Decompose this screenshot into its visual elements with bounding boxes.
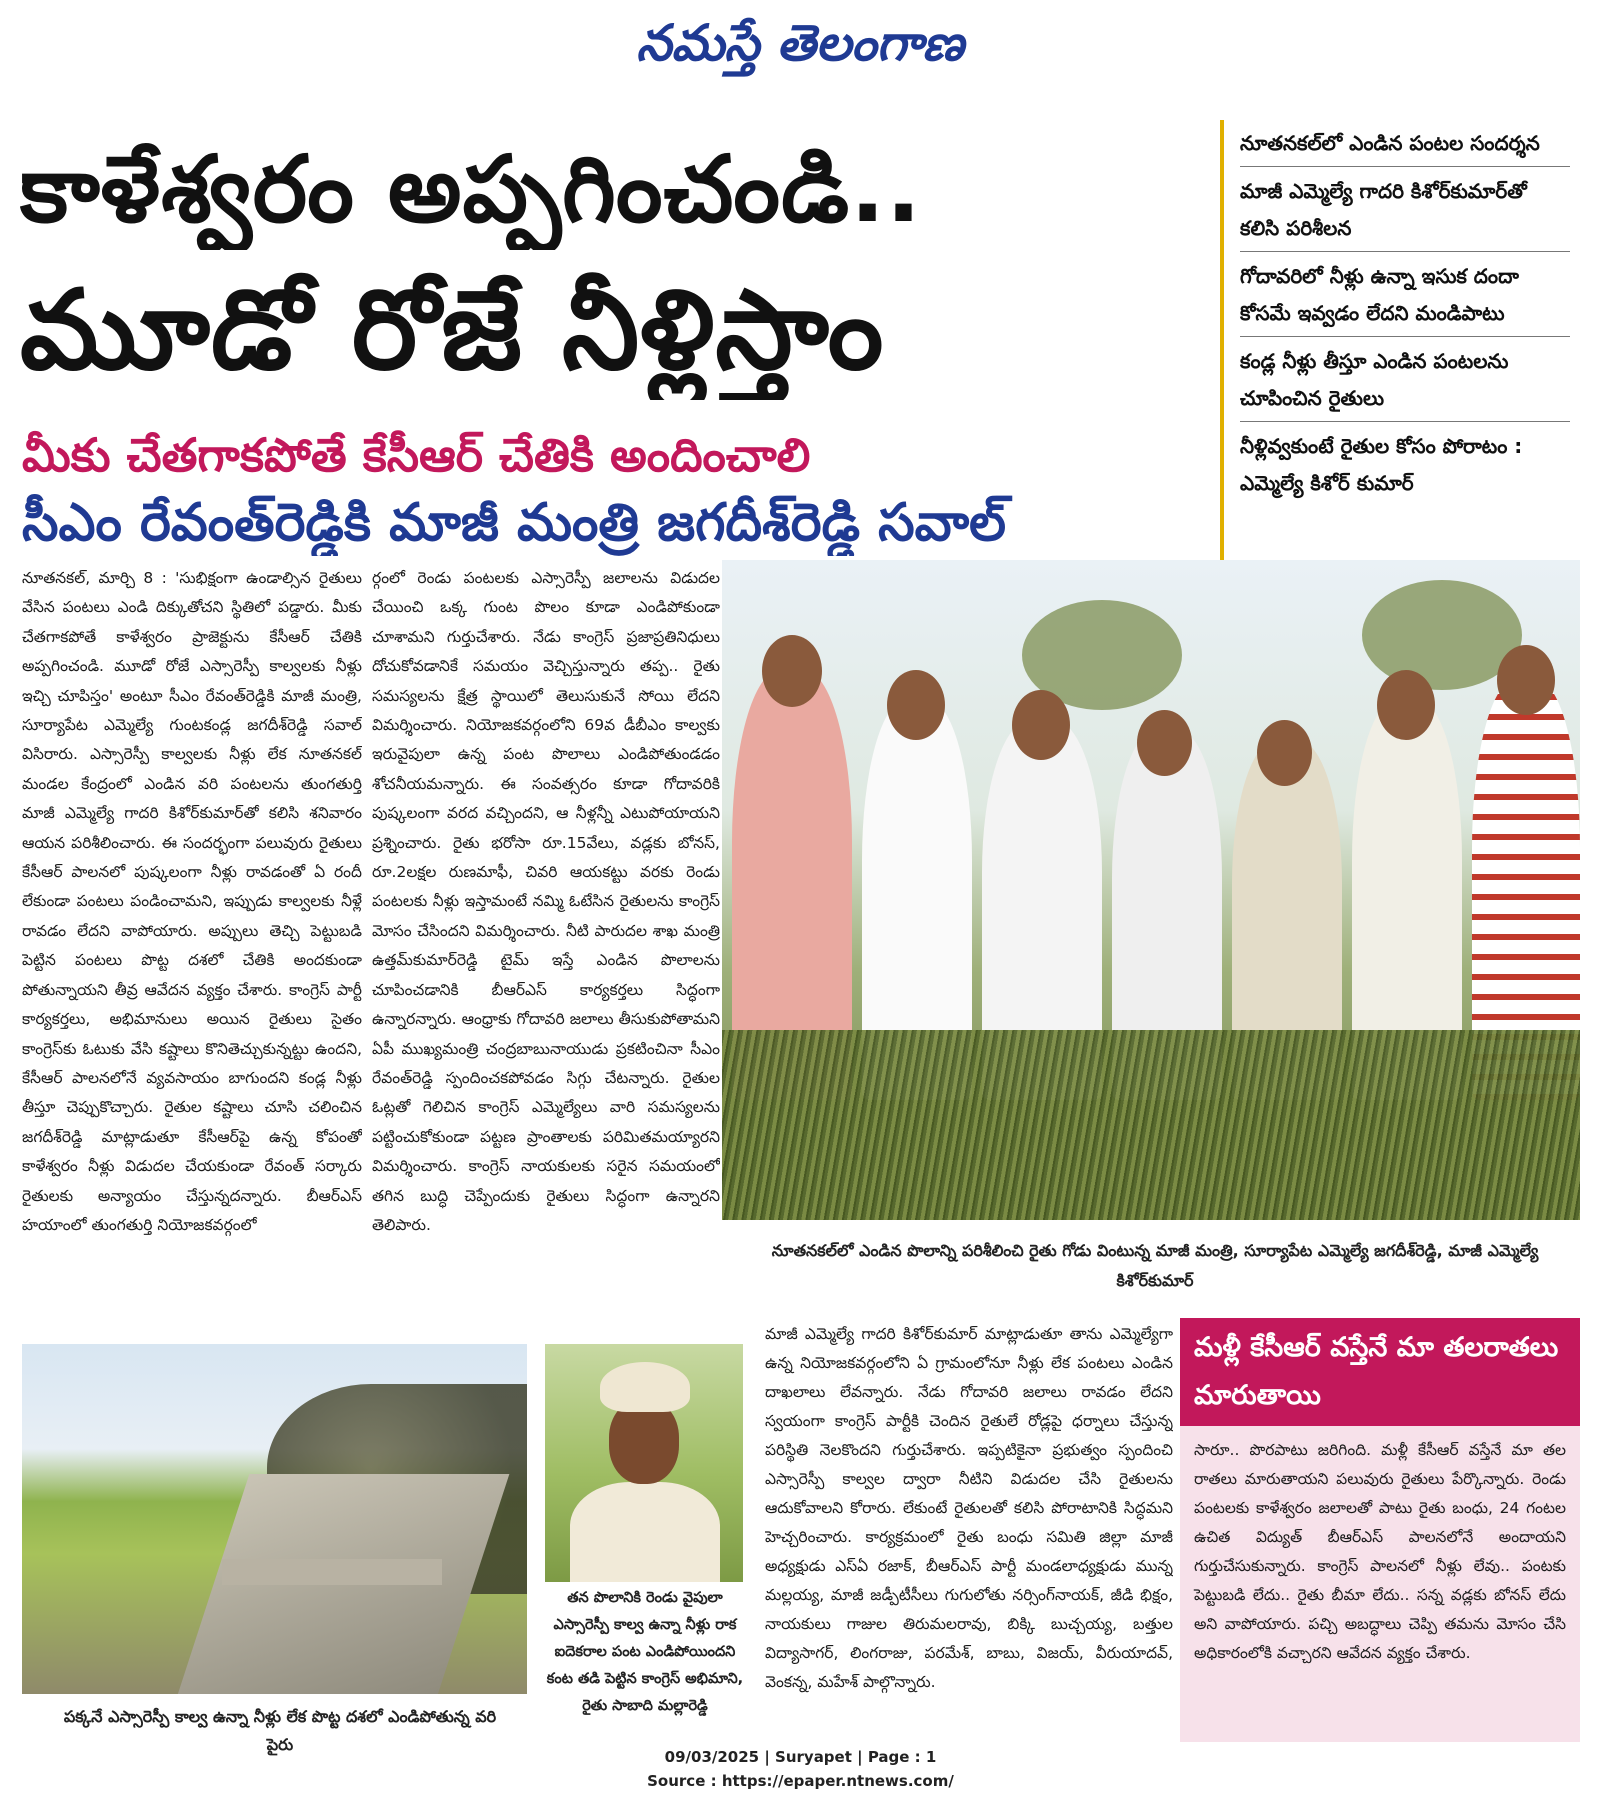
article-column-1: నూతనకల్, మార్చి 8 : 'సుభిక్షంగా ఉండాల్సిన రైతులు వేసిన పంటలు ఎండి దిక్కుతోచని స్థితిలో పడ్డారు. మీకు చేతగాకపోతే కాళేశ్వరం ప్రాజెక్టును కేసీఆర్ చేతికి అప్పగించండి. మూడో రోజే ఎస్సారెస్పీ కాల్వలకు నీళ్లు ఇచ్చి చూపిస్తం' అంటూ సీఎం రేవంత్‌రెడ్డికి మాజీ మంత్రి, సూర్యాపేట ఎమ్మెల్యే గుంటకండ్ల జగదీశ్‌రెడ్డి సవాల్ విసిరారు. ఎస్సారెస్పీ కాల్వలకు నీళ్లు లేక నూతనకల్ మండల కేంద్రంలో ఎండిన వరి పంటలను తుంగతుర్తి మాజీ ఎమ్మెల్యే గాదరి కిశోర్‌కుమార్‌తో కలిసి శనివారం ఆయన పరిశీలించారు. ఈ సందర్భంగా పలువురు రైతులు కేసీఆర్ పాలనలో పుష్కలంగా నీళ్లు రావడంతో ఏ రందీ లేకుండా పంటలు పండించామని, ఇప్పుడు కాల్వలకు నీళ్లే రావడం లేదని వాపోయారు. అప్పులు తెచ్చి పెట్టుబడి పెట్టిన పంటలు పొట్ట దశలో చేతికి అందకుండా పోతున్నాయని తీవ్ర ఆవేదన వ్యక్తం చేశారు. కాంగ్రెస్ పార్టీ కార్యకర్తలు, అభిమానులు అయిన రైతులు సైతం కాంగ్రెస్‌కు ఓటుకు వేసి కష్టాలు కొనితెచ్చుకున్నట్టు ఉందని, కేసీఆర్ పాలనలోనే వ్యవసాయం బాగుందని కండ్ల నీళ్లు తీస్తూ చెప్పుకొచ్చారు. రైతుల కష్టాలు చూసి చలించిన జగదీశ్‌రెడ్డి మాట్లాడుతూ కేసీఆర్‌పై ఉన్న కోపంతో కాళేశ్వరం నీళ్లు విడుదల చేయకుండా రేవంత్ సర్కారు రైతులకు అన్యాయం చేస్తున్నదన్నారు. బీఆర్‌ఎస్ హయాంలో తుంగతుర్తి నియోజకవర్గంలో xyxy=(22,569,362,1234)
person-head xyxy=(887,670,945,740)
canal-photo xyxy=(22,1344,527,1694)
article-column-2: ర్గంలో రెండు పంటలకు ఎస్సారెస్పీ జలాలను విడుదల చేయించి ఒక్క గుంట పొలం కూడా ఎండిపోకుండా చూశామని గుర్తుచేశారు. నేడు కాంగ్రెస్ ప్రజాప్రతినిధులు దోచుకోవడానికే సమయం వెచ్చిస్తున్నారు తప్ప.. రైతు సమస్యలను క్షేత్ర స్థాయిలో తెలుసుకునే సోయి లేదని విమర్శించారు. నియోజకవర్గంలోని 69వ డీబీఎం కాల్వకు ఇరువైపులా ఉన్న పంట పొలాలు ఎండిపోతుండడం శోచనీయమన్నారు. ఈ సంవత్సరం కూడా గోదావరికి పుష్కలంగా వరద వచ్చిందని, ఆ నీళ్లన్నీ ఎటుపోయాయని ప్రశ్నించారు. రైతు భరోసా రూ.15వేలు, వడ్లకు బోనస్, రూ.2లక్షల రుణమాఫీ, చివరి ఆయకట్టు వరకు రెండు పంటలకు నీళ్లు ఇస్తామంటే నమ్మి ఓటేసిన రైతులను కాంగ్రెస్ మోసం చేసిందని విమర్శించారు. నీటి పారుదల శాఖ మంత్రి ఉత్తమ్‌కుమార్‌రెడ్డి టైమ్ ఇస్తే ఎండిన పొలాలను చూపించడానికి బీఆర్‌ఎస్ కార్యకర్తలు సిద్ధంగా ఉన్నారన్నారు. ఆంధ్రాకు గోదావరి జలాలు తీసుకుపోతామని ఏపీ ముఖ్యమంత్రి చంద్రబాబునాయుడు ప్రకటించినా సీఎం రేవంత్‌రెడ్డి స్పందించకపోవడం సిగ్గు చేటన్నారు. రైతుల ఓట్లతో గెలిచిన కాంగ్రెస్ ఎమ్మెల్యేలు వారి సమస్యలను పట్టించుకోకుండా పట్టణ ప్రాంతాలకు పరిమితమయ్యారని విమర్శించారు. కాంగ్రెస్ నాయకులకు సరైన సమయంలో తగిన బుద్ధి చెప్పేందుకు రైతులు సిద్ధంగా ఉన్నారని తెలిపారు. xyxy=(372,569,720,1234)
highlight-item: గోదావరిలో నీళ్లు ఉన్నా ఇసుక దందా కోసమే ఇవ్వడం లేదని మండిపాటు xyxy=(1240,258,1570,337)
person-head xyxy=(1257,720,1312,786)
subheading-line-1: మీకు చేతగాకపోతే కేసీఆర్ చేతికి అందించాలి xyxy=(22,428,811,482)
highlights-rule xyxy=(1220,120,1224,575)
main-photo-caption: నూతనకల్‌లో ఎండిన పొలాన్ని పరిశీలించి రైతు గోడు వింటున్న మాజీ మంత్రి, సూర్యాపేట ఎమ్మెల్యే జగదీశ్‌రెడ్డి, మాజీ ఎమ్మెల్యే కిశోర్‌కుమార్ xyxy=(771,1241,1539,1290)
person-head xyxy=(1497,645,1555,715)
main-photo xyxy=(722,560,1580,1220)
person-head xyxy=(1012,690,1070,760)
person-head xyxy=(1137,710,1192,776)
highlights-box xyxy=(1240,125,1570,512)
highlight-item: మాజీ ఎమ్మెల్యే గాదరి కిశోర్‌కుమార్‌తో కలిసి పరిశీలన xyxy=(1240,173,1570,252)
person-head xyxy=(762,635,822,707)
article-column-3: మాజీ ఎమ్మెల్యే గాదరి కిశోర్‌కుమార్ మాట్లాడుతూ తాను ఎమ్మెల్యేగా ఉన్న నియోజకవర్గంలోని ఏ గ్రామంలోనూ నీళ్లు లేక పంటలు ఎండిన దాఖలాలు లేవన్నారు. నేడు గోదావరి జలాలు రావడం లేదని స్వయంగా కాంగ్రెస్ పార్టీకి చెందిన రైతులే రోడ్లపై ధర్నాలు చేస్తున్న పరిస్థితి నెలకొందని గుర్తుచేశారు. ఇప్పటికైనా ప్రభుత్వం స్పందించి ఎస్సారెస్పీ కాల్వల ద్వారా నీటిని విడుదల చేసి రైతులను ఆదుకోవాలని కోరారు. లేకుంటే రైతులతో కలిసి పోరాటానికి సిద్ధమని హెచ్చరించారు. కార్యక్రమంలో రైతు బంధు సమితి జిల్లా మాజీ అధ్యక్షుడు ఎస్ఏ రజాక్, బీఆర్‌ఎస్ పార్టీ మండలాధ్యక్షుడు మున్న మల్లయ్య, మాజీ జడ్పీటీసీలు గుగులోతు నర్సింగ్‌నాయక్, జీడి భిక్షం, నాయకులు గాజుల తిరుమలరావు, బిక్కి బుచ్చయ్య, బత్తుల విద్యాసాగర్, లింగరాజు, పరమేశ్, బాబు, విజయ్, వీరుయాదవ్, వెంకన్న, మహేశ్ పాల్గొన్నారు. xyxy=(765,1325,1173,1691)
sidebox-heading: మళ్లీ కేసీఆర్ వస్తేనే మా తలరాతలు మారుతాయి xyxy=(1180,1318,1580,1426)
masthead-logo: నమస్తే తెలంగాణ xyxy=(636,14,964,72)
footer-source-line: Source : https://epaper.ntnews.com/ xyxy=(647,1772,954,1790)
canal-wall-shape xyxy=(222,1559,442,1585)
farmer-turban xyxy=(600,1362,690,1412)
sidebox-body: సారూ.. పొరపాటు జరిగింది. మళ్లీ కేసీఆర్ వస్తేనే మా తల రాతలు మారుతాయని పలువురు రైతులు పేర్కొన్నారు. రెండు పంటలకు కాళేశ్వరం జలాలతో పాటు రైతు బంధు, 24 గంటల ఉచిత విద్యుత్ బీఆర్‌ఎస్ పాలనలోనే అందాయని గుర్తుచేసుకున్నారు. కాంగ్రెస్ పాలనలో నీళ్లు లేవు.. పంటకు పెట్టుబడి లేదు.. రైతు బీమా లేదు.. సన్న వడ్లకు బోనస్ లేదు అని వాపోయారు. పచ్చి అబద్ధాలు చెప్పి తమను మోసం చేసి అధికారంలోకి వచ్చారని ఆవేదన వ్యక్తం చేశారు. xyxy=(1180,1426,1580,1742)
footer-date-line: 09/03/2025 | Suryapet | Page : 1 xyxy=(664,1748,937,1766)
person-head xyxy=(1377,670,1435,740)
farmer-body xyxy=(570,1482,720,1582)
headline-line-1: కాళేశ్వరం అప్పగించండి.. xyxy=(20,136,922,243)
grass-foreground xyxy=(722,1030,1580,1220)
farmer-photo xyxy=(545,1344,743,1582)
subheading-line-2: సీఎం రేవంత్‌రెడ్డికి మాజీ మంత్రి జగదీశ్‌రెడ్డి సవాల్ xyxy=(22,493,1007,553)
highlight-item: కండ్ల నీళ్లు తీస్తూ ఎండిన పంటలను చూపించిన రైతులు xyxy=(1240,343,1570,422)
highlight-item: నీళ్లివ్వకుంటే రైతుల కోసం పోరాటం : ఎమ్మెల్యే కిశోర్ కుమార్ xyxy=(1240,434,1523,495)
canal-photo-caption: పక్కనే ఎస్సారెస్పీ కాల్వ ఉన్నా నీళ్లు లేక పొట్ట దశలో ఎండిపోతున్న వరి పైరు xyxy=(63,1707,497,1754)
farmer-photo-caption: తన పొలానికి రెండు వైపులా ఎస్సారెస్పీ కాల్వ ఉన్నా నీళ్లు రాక ఐదెకరాల పంట ఎండిపోయిందని కంట తడి పెట్టిన కాంగ్రెస్ అభిమాని, రైతు సాబాది మల్లారెడ్డి xyxy=(546,1590,744,1714)
headline-line-2: మూడో రోజే నీళ్లిస్తాం xyxy=(20,266,885,394)
highlight-item: నూతనకల్‌లో ఎండిన పంటల సందర్శన xyxy=(1240,125,1570,167)
